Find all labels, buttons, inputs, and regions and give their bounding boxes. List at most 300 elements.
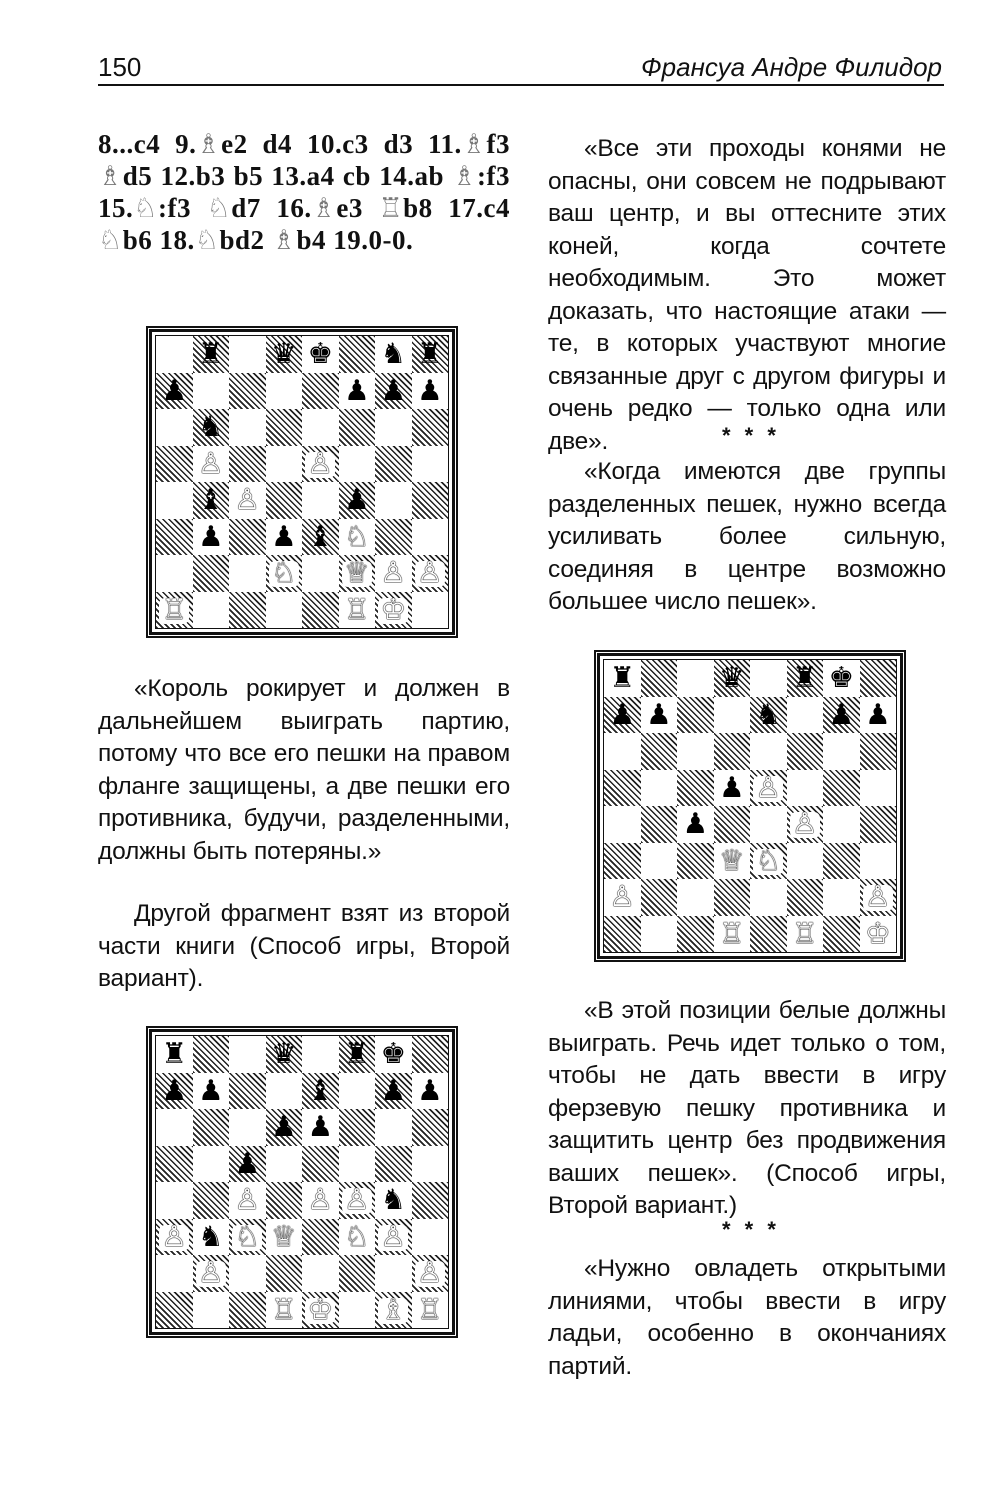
square-b3 bbox=[641, 843, 678, 880]
square-c7 bbox=[677, 697, 714, 734]
square-c6 bbox=[229, 409, 266, 446]
figurine-glyph: ♘ bbox=[194, 225, 220, 255]
black-knight-icon: ♞ bbox=[197, 410, 224, 444]
square-d3 bbox=[714, 843, 751, 880]
square-d8 bbox=[714, 660, 751, 697]
black-pawn-icon: ♟ bbox=[828, 697, 855, 731]
black-queen-icon: ♛ bbox=[270, 337, 297, 371]
square-g3 bbox=[375, 519, 412, 556]
square-d1 bbox=[714, 916, 751, 953]
white-rook-icon: ♖ bbox=[416, 1292, 443, 1326]
square-g8 bbox=[823, 660, 860, 697]
square-b2 bbox=[641, 879, 678, 916]
figurine-glyph: ♘ bbox=[98, 225, 123, 255]
square-h5 bbox=[412, 1146, 449, 1183]
square-d3 bbox=[266, 1219, 303, 1256]
square-d5 bbox=[714, 770, 751, 807]
square-h7 bbox=[412, 373, 449, 410]
square-e7 bbox=[302, 373, 339, 410]
black-pawn-icon: ♟ bbox=[718, 770, 745, 804]
white-pawn-icon: ♙ bbox=[609, 880, 636, 914]
square-a4 bbox=[156, 482, 193, 519]
move-text: bd2 bbox=[219, 225, 272, 255]
page-number: 150 bbox=[98, 52, 142, 82]
white-rook-icon: ♖ bbox=[270, 1292, 297, 1326]
square-d6 bbox=[266, 1109, 303, 1146]
running-header bbox=[98, 50, 944, 86]
white-pawn-icon: ♙ bbox=[197, 1256, 224, 1290]
square-f7 bbox=[339, 373, 376, 410]
white-pawn-icon: ♙ bbox=[234, 1183, 261, 1217]
square-g2 bbox=[375, 555, 412, 592]
figurine-glyph: ♘ bbox=[206, 193, 232, 223]
square-e1 bbox=[302, 592, 339, 629]
square-e7 bbox=[750, 697, 787, 734]
square-e8 bbox=[302, 1036, 339, 1073]
square-c1 bbox=[229, 1292, 266, 1329]
square-a3 bbox=[156, 1219, 193, 1256]
white-rook-icon: ♖ bbox=[718, 916, 745, 950]
square-a5 bbox=[156, 446, 193, 483]
square-c4 bbox=[229, 482, 266, 519]
figurine-glyph: ♗ bbox=[271, 225, 297, 255]
square-g5 bbox=[823, 770, 860, 807]
square-a2 bbox=[156, 555, 193, 592]
quote-knight-passes: «Все эти проходы конями не опасны, они совсем не подрывают ваш центр, и вы оттесните этих коней, когда сочтете необходимым. Это может доказать, что настоящие атаки — те, в которых участвуют многие связанные друг с другом фигуры и очень редко — только одна или две». bbox=[548, 135, 946, 455]
black-pawn-icon: ♟ bbox=[380, 373, 407, 407]
square-d4 bbox=[266, 482, 303, 519]
square-a8 bbox=[604, 660, 641, 697]
square-g4 bbox=[375, 482, 412, 519]
square-h2 bbox=[860, 879, 897, 916]
move-text: b4 19.0-0. bbox=[296, 225, 414, 255]
square-f2 bbox=[339, 555, 376, 592]
square-c3 bbox=[229, 1219, 266, 1256]
square-b7 bbox=[193, 373, 230, 410]
square-d2 bbox=[266, 555, 303, 592]
square-g7 bbox=[823, 697, 860, 734]
white-queen-icon: ♕ bbox=[718, 843, 745, 877]
square-h6 bbox=[860, 733, 897, 770]
chess-diagram-2 bbox=[594, 650, 906, 962]
move-text: 8...c4 9. bbox=[98, 129, 197, 159]
fragment-intro: Другой фрагмент взят из второй части книги (Способ игры, Второй вариант). bbox=[98, 900, 510, 992]
square-h8 bbox=[412, 1036, 449, 1073]
square-h2 bbox=[412, 1255, 449, 1292]
figurine-glyph: ♖ bbox=[378, 193, 404, 223]
square-d6 bbox=[714, 733, 751, 770]
square-b5 bbox=[641, 770, 678, 807]
square-b7 bbox=[193, 1073, 230, 1110]
square-b7 bbox=[641, 697, 678, 734]
square-b5 bbox=[193, 1146, 230, 1183]
move-text: :f3 bbox=[157, 193, 207, 223]
board-grid bbox=[155, 335, 449, 629]
black-pawn-icon: ♟ bbox=[234, 1146, 261, 1180]
square-e4 bbox=[302, 482, 339, 519]
figurine-glyph: ♗ bbox=[461, 129, 487, 159]
square-f5 bbox=[339, 446, 376, 483]
white-pawn-icon: ♙ bbox=[307, 446, 334, 480]
square-g1 bbox=[375, 1292, 412, 1329]
square-e5 bbox=[302, 1146, 339, 1183]
square-d1 bbox=[266, 1292, 303, 1329]
square-e5 bbox=[302, 446, 339, 483]
square-g8 bbox=[375, 1036, 412, 1073]
square-e8 bbox=[302, 336, 339, 373]
square-f6 bbox=[339, 1109, 376, 1146]
black-bishop-icon: ♝ bbox=[307, 1073, 334, 1107]
board-inner-border bbox=[151, 331, 453, 633]
square-b4 bbox=[193, 1182, 230, 1219]
square-h6 bbox=[412, 409, 449, 446]
black-knight-icon: ♞ bbox=[380, 1183, 407, 1217]
white-rook-icon: ♖ bbox=[343, 592, 370, 626]
move-text: e2 d4 10.c3 d3 11. bbox=[221, 129, 462, 159]
black-pawn-icon: ♟ bbox=[380, 1073, 407, 1107]
black-bishop-icon: ♝ bbox=[197, 483, 224, 517]
black-pawn-icon: ♟ bbox=[343, 373, 370, 407]
white-king-icon: ♔ bbox=[864, 916, 891, 950]
square-b2 bbox=[193, 1255, 230, 1292]
square-c7 bbox=[229, 1073, 266, 1110]
square-h4 bbox=[412, 1182, 449, 1219]
square-a7 bbox=[156, 373, 193, 410]
square-c1 bbox=[677, 916, 714, 953]
square-b8 bbox=[641, 660, 678, 697]
square-a6 bbox=[156, 409, 193, 446]
square-b8 bbox=[193, 1036, 230, 1073]
square-f1 bbox=[339, 592, 376, 629]
square-a3 bbox=[156, 519, 193, 556]
square-a5 bbox=[604, 770, 641, 807]
black-rook-icon: ♜ bbox=[343, 1037, 370, 1071]
white-pawn-icon: ♙ bbox=[864, 880, 891, 914]
square-h2 bbox=[412, 555, 449, 592]
square-a4 bbox=[604, 806, 641, 843]
square-f8 bbox=[787, 660, 824, 697]
square-d2 bbox=[714, 879, 751, 916]
square-f5 bbox=[787, 770, 824, 807]
square-d3 bbox=[266, 519, 303, 556]
black-pawn-icon: ♟ bbox=[416, 1073, 443, 1107]
square-a1 bbox=[156, 592, 193, 629]
quote-pawn-groups: «Когда имеются две группы разделенных пешек, нужно всегда усиливать более сильную, соединяя в центре возможно большее число пешек». bbox=[548, 458, 946, 615]
white-queen-icon: ♕ bbox=[343, 556, 370, 590]
square-b5 bbox=[193, 446, 230, 483]
square-e2 bbox=[302, 1255, 339, 1292]
square-a1 bbox=[604, 916, 641, 953]
square-g6 bbox=[375, 1109, 412, 1146]
move-text: d7 16. bbox=[231, 193, 312, 223]
square-h3 bbox=[860, 843, 897, 880]
square-c6 bbox=[229, 1109, 266, 1146]
square-d2 bbox=[266, 1255, 303, 1292]
square-d8 bbox=[266, 336, 303, 373]
square-f1 bbox=[339, 1292, 376, 1329]
board-inner-border bbox=[599, 655, 901, 957]
square-a5 bbox=[156, 1146, 193, 1183]
square-c3 bbox=[677, 843, 714, 880]
black-rook-icon: ♜ bbox=[791, 661, 818, 695]
square-b6 bbox=[641, 733, 678, 770]
black-pawn-icon: ♟ bbox=[416, 373, 443, 407]
square-h8 bbox=[860, 660, 897, 697]
square-e2 bbox=[750, 879, 787, 916]
square-d6 bbox=[266, 409, 303, 446]
square-d7 bbox=[266, 373, 303, 410]
square-f7 bbox=[787, 697, 824, 734]
square-e8 bbox=[750, 660, 787, 697]
square-e2 bbox=[302, 555, 339, 592]
square-e1 bbox=[302, 1292, 339, 1329]
square-d4 bbox=[714, 806, 751, 843]
move-text: e3 bbox=[336, 193, 379, 223]
white-pawn-icon: ♙ bbox=[380, 1219, 407, 1253]
square-c8 bbox=[229, 336, 266, 373]
move-notation bbox=[98, 128, 510, 256]
square-c5 bbox=[229, 1146, 266, 1183]
square-e5 bbox=[750, 770, 787, 807]
square-h8 bbox=[412, 336, 449, 373]
running-title: Франсуа Андре Филидор bbox=[641, 52, 942, 82]
black-rook-icon: ♜ bbox=[197, 337, 224, 371]
square-c6 bbox=[677, 733, 714, 770]
black-pawn-icon: ♟ bbox=[270, 519, 297, 553]
square-f8 bbox=[339, 1036, 376, 1073]
square-h4 bbox=[860, 806, 897, 843]
square-d7 bbox=[714, 697, 751, 734]
white-pawn-icon: ♙ bbox=[791, 807, 818, 841]
white-rook-icon: ♖ bbox=[791, 916, 818, 950]
square-f2 bbox=[339, 1255, 376, 1292]
square-f4 bbox=[339, 482, 376, 519]
square-g4 bbox=[823, 806, 860, 843]
square-c2 bbox=[229, 1255, 266, 1292]
figurine-glyph: ♗ bbox=[196, 129, 222, 159]
move-text: b6 18. bbox=[122, 225, 195, 255]
white-knight-icon: ♘ bbox=[343, 519, 370, 553]
square-b1 bbox=[193, 592, 230, 629]
square-d7 bbox=[266, 1073, 303, 1110]
square-e6 bbox=[750, 733, 787, 770]
black-king-icon: ♚ bbox=[380, 1037, 407, 1071]
square-b1 bbox=[193, 1292, 230, 1329]
square-f4 bbox=[339, 1182, 376, 1219]
square-f3 bbox=[339, 1219, 376, 1256]
square-f6 bbox=[339, 409, 376, 446]
square-g6 bbox=[823, 733, 860, 770]
black-knight-icon: ♞ bbox=[197, 1219, 224, 1253]
white-knight-icon: ♘ bbox=[343, 1219, 370, 1253]
white-pawn-icon: ♙ bbox=[197, 446, 224, 480]
square-e3 bbox=[750, 843, 787, 880]
black-pawn-icon: ♟ bbox=[161, 1073, 188, 1107]
black-queen-icon: ♛ bbox=[270, 1037, 297, 1071]
square-e6 bbox=[302, 1109, 339, 1146]
black-king-icon: ♚ bbox=[307, 337, 334, 371]
white-knight-icon: ♘ bbox=[755, 843, 782, 877]
square-h3 bbox=[412, 1219, 449, 1256]
black-queen-icon: ♛ bbox=[718, 661, 745, 695]
square-e6 bbox=[302, 409, 339, 446]
white-pawn-icon: ♙ bbox=[307, 1183, 334, 1217]
black-pawn-icon: ♟ bbox=[343, 483, 370, 517]
square-b2 bbox=[193, 555, 230, 592]
square-c3 bbox=[229, 519, 266, 556]
white-pawn-icon: ♙ bbox=[416, 1256, 443, 1290]
square-c2 bbox=[229, 555, 266, 592]
square-c8 bbox=[677, 660, 714, 697]
square-f7 bbox=[339, 1073, 376, 1110]
square-g5 bbox=[375, 1146, 412, 1183]
board-inner-border bbox=[151, 1031, 453, 1333]
white-pawn-icon: ♙ bbox=[416, 556, 443, 590]
black-pawn-icon: ♟ bbox=[609, 697, 636, 731]
square-f1 bbox=[787, 916, 824, 953]
section-separator-1: * * * bbox=[722, 423, 780, 448]
square-b4 bbox=[193, 482, 230, 519]
square-f8 bbox=[339, 336, 376, 373]
square-g2 bbox=[375, 1255, 412, 1292]
square-a1 bbox=[156, 1292, 193, 1329]
black-rook-icon: ♜ bbox=[416, 337, 443, 371]
quote-king-castles: «Король рокирует и должен в дальнейшем выиграть партию, потому что все его пешки на правом фланге защищены, а две пешки его противника, будучи, разделенными, должны быть потеряны.» bbox=[98, 675, 510, 865]
square-f5 bbox=[339, 1146, 376, 1183]
square-f4 bbox=[787, 806, 824, 843]
square-g6 bbox=[375, 409, 412, 446]
white-knight-icon: ♘ bbox=[234, 1219, 261, 1253]
square-a2 bbox=[156, 1255, 193, 1292]
square-e7 bbox=[302, 1073, 339, 1110]
square-g4 bbox=[375, 1182, 412, 1219]
square-h5 bbox=[412, 446, 449, 483]
quote-open-lines: «Нужно овладеть открытыми линиями, чтобы ввести в игру ладьи, особенно в окончаниях партий. bbox=[548, 1255, 946, 1380]
square-d5 bbox=[266, 446, 303, 483]
square-c4 bbox=[677, 806, 714, 843]
square-h3 bbox=[412, 519, 449, 556]
square-a6 bbox=[604, 733, 641, 770]
square-f3 bbox=[787, 843, 824, 880]
white-pawn-icon: ♙ bbox=[234, 483, 261, 517]
square-h7 bbox=[860, 697, 897, 734]
square-c5 bbox=[229, 446, 266, 483]
chess-diagram-1 bbox=[146, 326, 458, 638]
square-a7 bbox=[156, 1073, 193, 1110]
white-pawn-icon: ♙ bbox=[380, 556, 407, 590]
black-pawn-icon: ♟ bbox=[645, 697, 672, 731]
move-text: d5 12.b3 b5 13.a4 cb 14.ab bbox=[122, 161, 453, 191]
square-g7 bbox=[375, 373, 412, 410]
white-king-icon: ♔ bbox=[380, 592, 407, 626]
white-bishop-icon: ♗ bbox=[380, 1292, 407, 1326]
move-text: b8 17.c4 bbox=[403, 193, 510, 223]
black-knight-icon: ♞ bbox=[755, 697, 782, 731]
square-a6 bbox=[156, 1109, 193, 1146]
black-pawn-icon: ♟ bbox=[864, 697, 891, 731]
square-h4 bbox=[412, 482, 449, 519]
white-pawn-icon: ♙ bbox=[343, 1183, 370, 1217]
white-rook-icon: ♖ bbox=[161, 592, 188, 626]
square-g8 bbox=[375, 336, 412, 373]
square-d5 bbox=[266, 1146, 303, 1183]
square-g2 bbox=[823, 879, 860, 916]
move-text: :f3 15. bbox=[98, 161, 510, 223]
square-h1 bbox=[412, 592, 449, 629]
figurine-glyph: ♗ bbox=[452, 161, 478, 191]
white-pawn-icon: ♙ bbox=[755, 770, 782, 804]
square-a3 bbox=[604, 843, 641, 880]
board-grid bbox=[155, 1035, 449, 1329]
black-bishop-icon: ♝ bbox=[307, 519, 334, 553]
chess-diagram-3 bbox=[146, 1026, 458, 1338]
square-d8 bbox=[266, 1036, 303, 1073]
square-h5 bbox=[860, 770, 897, 807]
square-b4 bbox=[641, 806, 678, 843]
move-text: f3 bbox=[486, 129, 511, 159]
square-a7 bbox=[604, 697, 641, 734]
square-f3 bbox=[339, 519, 376, 556]
white-queen-icon: ♕ bbox=[270, 1219, 297, 1253]
square-b3 bbox=[193, 1219, 230, 1256]
square-c4 bbox=[229, 1182, 266, 1219]
square-h1 bbox=[412, 1292, 449, 1329]
square-g3 bbox=[375, 1219, 412, 1256]
square-e3 bbox=[302, 519, 339, 556]
figurine-glyph: ♗ bbox=[311, 193, 337, 223]
section-separator-2: * * * bbox=[722, 1217, 780, 1242]
square-a8 bbox=[156, 336, 193, 373]
black-king-icon: ♚ bbox=[828, 661, 855, 695]
white-king-icon: ♔ bbox=[307, 1292, 334, 1326]
square-b3 bbox=[193, 519, 230, 556]
square-b6 bbox=[193, 409, 230, 446]
square-a2 bbox=[604, 879, 641, 916]
square-b8 bbox=[193, 336, 230, 373]
square-e4 bbox=[750, 806, 787, 843]
square-g3 bbox=[823, 843, 860, 880]
square-b6 bbox=[193, 1109, 230, 1146]
square-c8 bbox=[229, 1036, 266, 1073]
board-grid bbox=[603, 659, 897, 953]
black-pawn-icon: ♟ bbox=[270, 1110, 297, 1144]
square-c2 bbox=[677, 879, 714, 916]
square-g1 bbox=[375, 592, 412, 629]
square-h6 bbox=[412, 1109, 449, 1146]
square-g5 bbox=[375, 446, 412, 483]
figurine-glyph: ♘ bbox=[133, 193, 158, 223]
square-a4 bbox=[156, 1182, 193, 1219]
black-pawn-icon: ♟ bbox=[161, 373, 188, 407]
square-b1 bbox=[641, 916, 678, 953]
square-c5 bbox=[677, 770, 714, 807]
square-g7 bbox=[375, 1073, 412, 1110]
black-pawn-icon: ♟ bbox=[197, 1073, 224, 1107]
square-a8 bbox=[156, 1036, 193, 1073]
black-rook-icon: ♜ bbox=[609, 661, 636, 695]
square-d4 bbox=[266, 1182, 303, 1219]
white-knight-icon: ♘ bbox=[270, 556, 297, 590]
square-f2 bbox=[787, 879, 824, 916]
square-e1 bbox=[750, 916, 787, 953]
square-c7 bbox=[229, 373, 266, 410]
quote-white-must-win: «В этой позиции белые должны выиграть. Речь идет только о том, чтобы не дать ввести в игру ферзевую пешку противника и защитить центр без продвижения ваших пешек». (Способ игры, Второй вариант.) bbox=[548, 997, 946, 1219]
black-pawn-icon: ♟ bbox=[682, 807, 709, 841]
square-e3 bbox=[302, 1219, 339, 1256]
square-e4 bbox=[302, 1182, 339, 1219]
figurine-glyph: ♗ bbox=[98, 161, 123, 191]
square-h7 bbox=[412, 1073, 449, 1110]
